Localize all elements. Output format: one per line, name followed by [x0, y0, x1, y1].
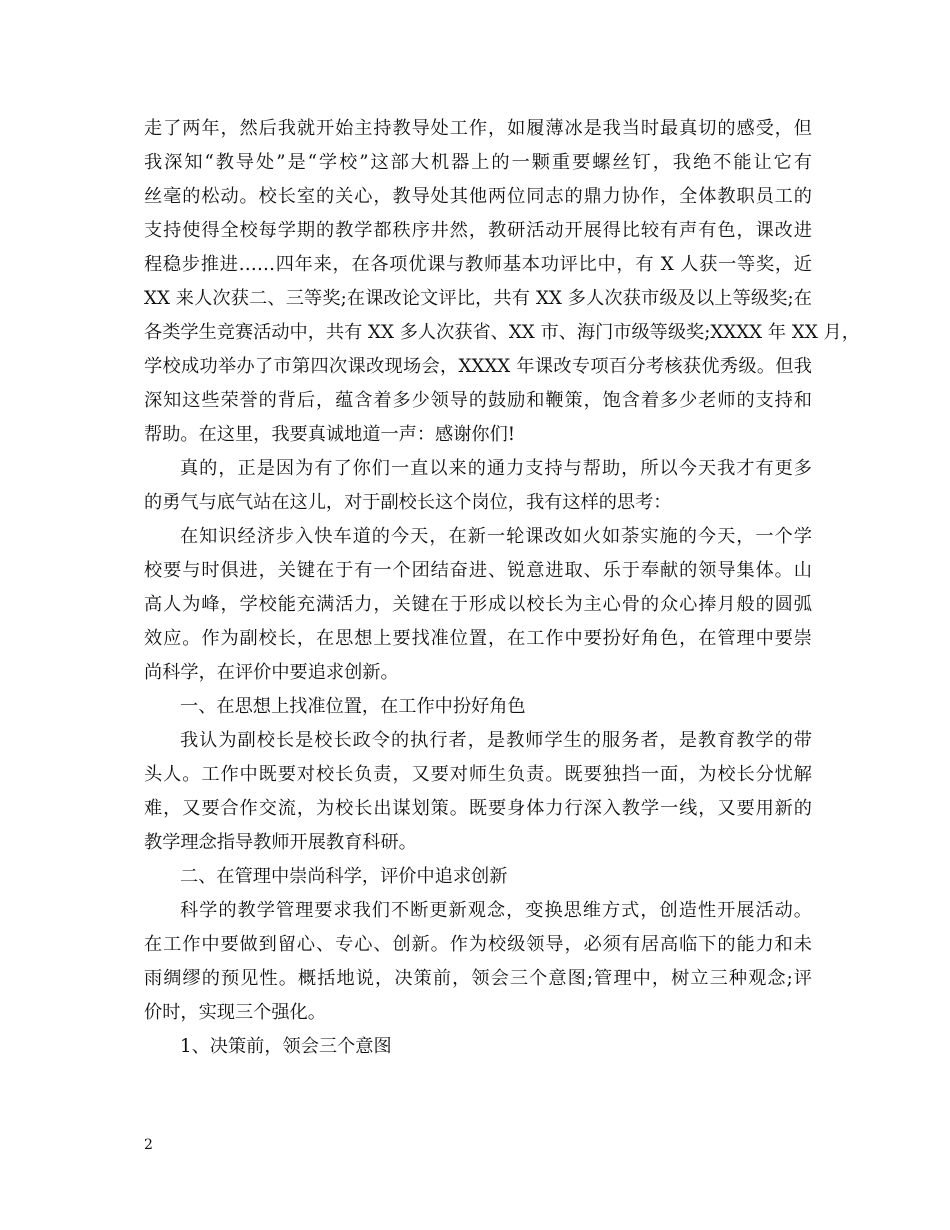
text-line: 一、在思想上找准位置，在工作中扮好角色 — [180, 696, 526, 717]
text-line: 帮助。在这里，我要真诚地道一声：感谢你们! — [144, 424, 516, 445]
text-line: 1、决策前，领会三个意图 — [180, 1036, 392, 1057]
text-line: 学校成功举办了市第四次课改现场会，XXXX 年课改专项百分考核获优秀级。但我 — [144, 356, 812, 377]
text-line: 真的，正是因为有了你们一直以来的通力支持与帮助，所以今天我才有更多 — [180, 458, 812, 479]
text-line: 丝毫的松动。校长室的关心，教导处其他两位同志的鼎力协作，全体教职员工的 — [144, 186, 812, 207]
text-line: 我认为副校长是校长政令的执行者，是教师学生的服务者，是教育教学的带 — [180, 730, 812, 751]
text-line: 支持使得全校每学期的教学都秩序井然，教研活动开展得比较有声有色，课改进 — [144, 220, 812, 241]
text-line: 在工作中要做到留心、专心、创新。作为校级领导，必须有居高临下的能力和未 — [144, 934, 812, 955]
text-line: 的勇气与底气站在这儿，对于副校长这个岗位，我有这样的思考： — [144, 492, 672, 513]
document-body — [144, 112, 860, 1064]
text-line: 各类学生竞赛活动中，共有 XX 多人次获省、XX 市、海门市级等级奖;XXXX 年 XX 月， — [144, 322, 860, 343]
page-number: 2 — [144, 1137, 153, 1153]
text-line: 我深知“教导处”是“学校”这部大机器上的一颗重要螺丝钉，我绝不能让它有 — [144, 152, 812, 173]
text-line: 价时，实现三个强化。 — [144, 1002, 326, 1023]
text-line: 难，又要合作交流，为校长出谋划策。既要身体力行深入教学一线，又要用新的 — [144, 798, 812, 819]
text-line: 程稳步推进……四年来，在各项优课与教师基本功评比中，有 X 人获一等奖，近 — [144, 254, 812, 275]
text-line: XX 来人次获二、三等奖;在课改论文评比，共有 XX 多人次获市级及以上等级奖;在 — [144, 288, 812, 309]
text-line: 深知这些荣誉的背后，蕴含着多少领导的鼓励和鞭策，饱含着多少老师的支持和 — [144, 390, 812, 411]
text-line: 在知识经济步入快车道的今天，在新一轮课改如火如荼实施的今天，一个学 — [180, 526, 812, 547]
text-line: 高人为峰，学校能充满活力，关键在于形成以校长为主心骨的众心捧月般的圆弧 — [144, 594, 812, 615]
text-line: 雨绸缪的预见性。概括地说，决策前，领会三个意图;管理中，树立三种观念;评 — [144, 968, 812, 989]
text-line: 科学的教学管理要求我们不断更新观念，变换思维方式，创造性开展活动。 — [180, 900, 812, 921]
text-line: 尚科学，在评价中要追求创新。 — [144, 662, 399, 683]
text-line: 二、在管理中崇尚科学，评价中追求创新 — [180, 866, 508, 887]
text-line: 头人。工作中既要对校长负责，又要对师生负责。既要独挡一面，为校长分忧解 — [144, 764, 812, 785]
text-line: 校要与时俱进，关键在于有一个团结奋进、锐意进取、乐于奉献的领导集体。山 — [144, 560, 812, 581]
text-line: 走了两年，然后我就开始主持教导处工作，如履薄冰是我当时最真切的感受，但 — [144, 118, 812, 139]
text-line: 效应。作为副校长，在思想上要找准位置，在工作中要扮好角色，在管理中要崇 — [144, 628, 812, 649]
text-line: 教学理念指导教师开展教育科研。 — [144, 832, 417, 853]
